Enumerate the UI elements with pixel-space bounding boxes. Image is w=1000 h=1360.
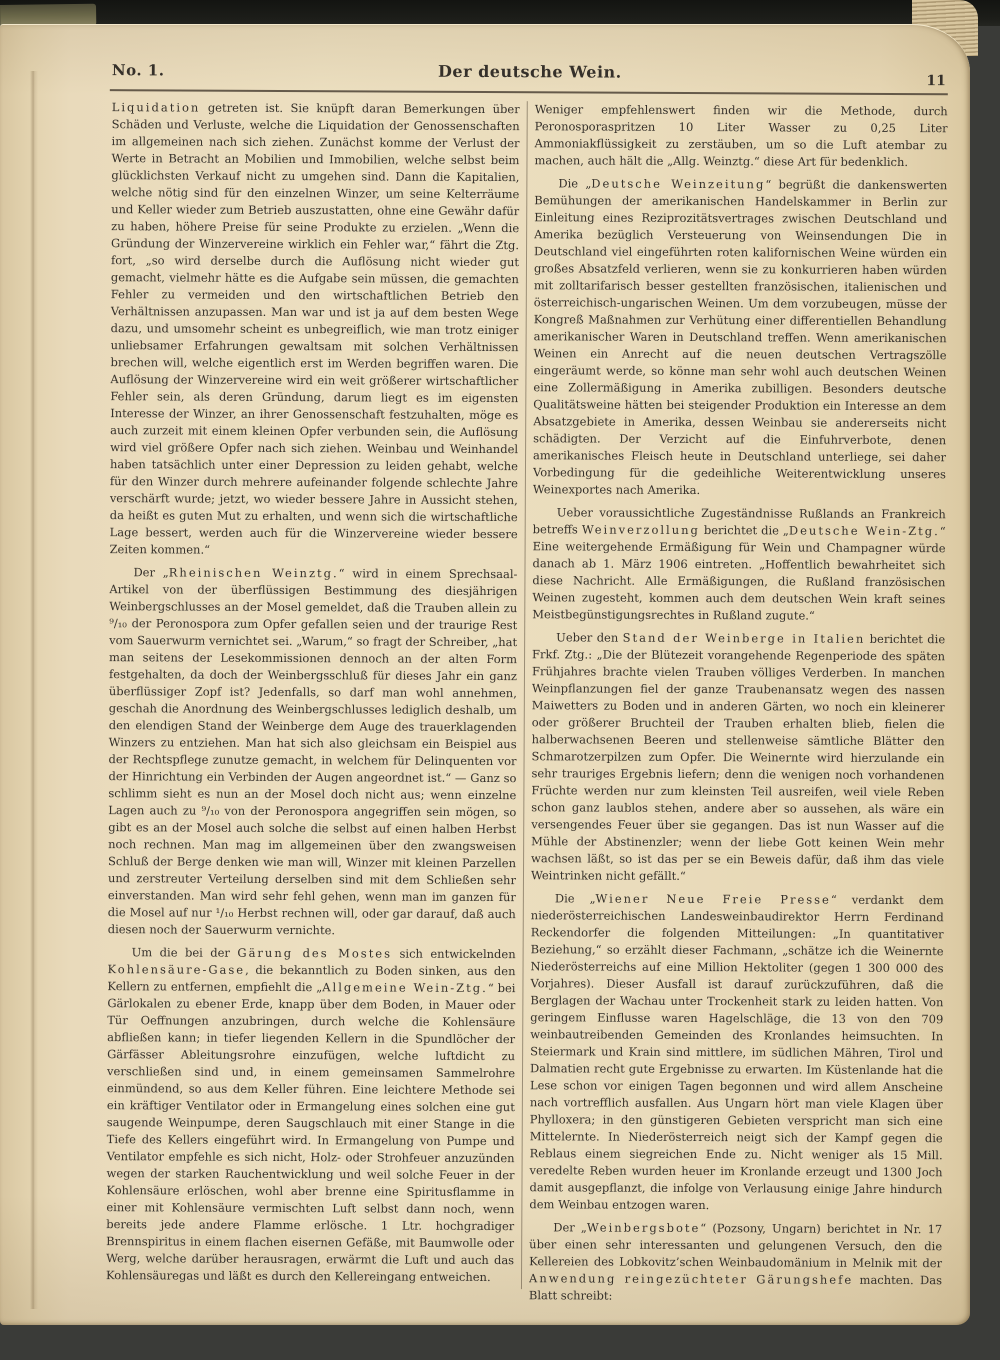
text-run: Der „ — [133, 565, 169, 580]
journal-title: Der deutsche Wein. — [438, 61, 622, 82]
header-rule — [110, 89, 948, 95]
column-divider — [521, 101, 528, 1289]
text-run: Der „ — [553, 1220, 587, 1235]
emphasized-text-run: Weinverzollung — [581, 522, 700, 538]
emphasized-text-run: Kohlensäure-Gase — [107, 962, 246, 977]
paragraph — [529, 1219, 942, 1306]
page-content — [0, 25, 970, 1330]
text-run: sich entwickelnden — [392, 946, 516, 962]
emphasized-text-run: Weinbergsbote — [586, 1220, 701, 1236]
paragraph — [106, 944, 516, 1286]
page — [0, 24, 970, 1325]
text-run: Ueber voraussichtliche Zugeständnisse Rußlands an Frankreich betreffs — [532, 505, 946, 537]
left-column — [106, 99, 520, 1311]
text-run: Ueber den — [556, 630, 623, 645]
text-run: “ begrüßt die dankenswerten Bemühungen der amerikanischen Handelskammer in Berlin zur Einleitung eines Reziprozitätsvertrages zwischen Deutschland und Amerika bezüglich Versteuerung von Weinsendungen Die in Deutschland viel eingeführten roten kalifornischen Weine würden ein großes Absatzfeld verlieren, wenn sie zu konkurrieren haben würden mit zolltarifarisch besser gestellten französischen, italienischen und österreichisch-ungarischen Weinen. Um dem vorzubeugen, müsse der Kongreß Maßnahmen zur Verhütung einer differentiellen Behandlung amerikanischer Waren in Deutschland treffen. Wenn amerikanischen Weinen ein Anrecht auf die neuen deutschen Vertragszölle eingeräumt werde, so könne man sehr wohl auch deutschen Weinen eine Zollermäßigung in Amerika zubilligen. Besonders deutsche Qualitätsweine hätten bei steigender Produktion ein Interesse an dem Absatzgebiete in Amerika, dessen Weinbau sie andererseits nicht schädigten. Der Verzicht auf die Einfuhrverbote, denen amerikanisches Fleisch heute in Deutschland unterliege, sei daher Vorbedingung für die gedeihliche Weiterentwicklung unseres Weinexportes nach Amerika. — [532, 177, 948, 498]
text-run: “ Eine weitergehende Ermäßigung für Wein und Champagner würde danach ab 1. März 1906 eintreten. „Hoffentlich bewahrheitet sich diese Nachricht. Alle Ermäßigungen, die Rußland französischen Weinen zugesteht, kommen auch dem deutschen Wein kraft seines Meistbegünstigungsrechtes in Rußland zugute.“ — [532, 524, 946, 623]
emphasized-text-run: Anwendung reingezüchteter Gärungshefe — [528, 1271, 854, 1287]
emphasized-text-run: Liquidation — [111, 100, 201, 115]
right-column — [529, 101, 948, 1315]
text-run: “ wird in einem Sprechsaal-Artikel von der überflüssigen Bestimmung des diesjährigen Weinbergschlusses an der Mosel gemeldet, daß die Trauben allein zu ⁹/₁₀ der Peronospora zum Opfer gefallen seien und der traurige Rest vom Sauerwurm vernichtet sei. „Warum,“ so fragt der Schreiber, „hat man seitens der Lesekommissionen dennoch an der alten Form festgehalten, da doch der Weinbergsschluß für dieses Jahr ein ganz überflüssiger Zopf ist? Jedenfalls, so darf man wohl annehmen, geschah die Anordnung des Weinbergschlusses lediglich deshalb, um den elendigen Stand der Weinberge dem Auge des trauerklagenden Winzers zu entziehen. Man hat sich also gleichsam ein Beispiel aus der Rechtspflege zunutze gemacht, in welchem für Delinquenten vor der Hinrichtung ein Verbinden der Augen angeordnet ist.“ — Ganz so schlimm sieht es nun an der Mosel doch nicht aus; wenn einzelne Lagen auch zu ⁹/₁₀ von der Peronospora angegriffen sein mögen, so gibt es an der Mosel auch solche die selbst auf einen halben Herbst noch rechnen. Man mag im allgemeinen über den zwangsweisen Schluß der Berge denken wie man will, Winzer mit kleinen Parzellen und zerstreuter Verteilung derselben sind mit dem Schließen sehr einverstanden. Man wird sehr fehl gehen, wenn man im ganzen für die Mosel auf nur ¹/₁₀ Herbst rechnen will, oder gar darauf, daß auch diesen noch der Sauerwurm vernichte. — [107, 566, 518, 938]
text-run: Weniger empfehlenswert finden wir die Methode, durch Peronosporaspritzen 10 Liter Wasser zu 0,25 Liter Ammoniakflüssigkeit zu zerstäuben, um so die Luft atembar zu machen, auch hält die „Allg. Weinztg.“ diese Art für bedenklich. — [534, 102, 948, 170]
emphasized-text-run: Deutsche Weinzeitung — [591, 176, 766, 192]
paragraph — [108, 564, 518, 940]
text-run: , die bekanntlich zu Boden sinken, aus den Kellern zu entfernen, empfiehlt die „ — [107, 962, 516, 995]
paragraph — [529, 890, 944, 1215]
page-number: 11 — [926, 73, 946, 90]
emphasized-text-run: Rheinischen Weinztg. — [168, 565, 339, 581]
text-run: berichtet die „ — [699, 523, 789, 538]
emphasized-text-run: Gärung des Mostes — [237, 945, 393, 961]
text-run: “ verdankt dem niederösterreichischen Landesweinbaudirektor Herrn Ferdinand Reckendorfer die folgenden Mitteilungen: „In quantitativer Beziehung,“ so erzählt dieser Fachmann, „schätze ich die Weinernte Niederösterreichs auf eine Million Hektoliter (gegen 1 300 000 des Vorjahres). Dieser Ausfall ist darauf zurückzuführen, daß die Berglagen der Wachau unter Trockenheit stark zu leiden hatten. Von geringem Einflusse waren Hagelschläge, die 13 von den 709 weinbautreibenden Gemeinden des Kronlandes heimsuchten. In Steiermark und Krain sind mittlere, im südlichen Mähren, Tirol und Dalmatien recht gute Ergebnisse zu erwarten. Im Küstenlande hat die Lese schon vor einigen Tagen begonnen und wird allem Anscheine nach vortrefflich ausfallen. Aus Ungarn hört man viele Klagen über Phylloxera; in den günstigeren Gebieten verspricht man sich eine Mittelernte. In Niederösterreich neigt sich der Kampf gegen die Reblaus einem siegreichen Ende zu. Nicht weniger als 15 Mill. veredelte Reben wurden heuer im Kronlande erzeugt und 1300 Joch damit ausgepflanzt, die infolge von Verlausung einige Jahre hindurch dem Weinbau entzogen waren. — [529, 892, 944, 1213]
paragraph — [531, 629, 945, 886]
text-run: Um die bei der — [131, 945, 238, 960]
scan-background-top — [0, 0, 1000, 26]
emphasized-text-run: Stand der Weinberge in Italien — [622, 630, 866, 646]
text-run: machten. Das Blatt schreibt: — [528, 1272, 943, 1303]
text-run: Die „ — [558, 176, 592, 191]
emphasized-text-run: Deutsche Wein-Ztg. — [788, 523, 940, 539]
text-run: “ (Pozsony, Ungarn) berichtet in Nr. 17 über einen sehr interessanten und gelungenen Versuch, den die Kellereien des Lobkovitz’schen Weinbaudomänium in Melnik mit der — [529, 1221, 943, 1271]
text-run: Die „ — [554, 891, 596, 906]
emphasized-text-run: Allgemeine Wein-Ztg. — [322, 980, 488, 996]
paragraph — [110, 99, 520, 560]
book-spine-edge — [0, 4, 96, 26]
paragraph — [532, 504, 946, 625]
paragraph — [534, 101, 947, 171]
issue-number: No. 1. — [111, 61, 165, 80]
text-run: getreten ist. Sie knüpft daran Bemerkungen über Schäden und Verluste, welche die Liquidation der Genossenschaften im allgemeinen nach sich ziehen. Zunächst komme der Verlust der Werte in Betracht an Mobilien und Immobilien, welche selbst beim glücklichsten Verkauf nicht zu umgehen sind. Dann die Kapitalien, welche nötig sind für den einzelnen Winzer, um seine Kelterräume und Keller wieder zum Betrieb auszustatten, ohne eine Gewähr dafür zu haben, höhere Preise für seine Produkte zu erzielen. „Wenn die Gründung der Winzervereine wirklich ein Fehler war,“ fährt die Ztg. fort, „so wird derselbe durch die Auflösung nicht wieder gut gemacht, vielmehr hätte es die Aufgabe sein müssen, die gemachten Fehler zu vermeiden und den wirtschaftlichen Betrieb den Verhältnissen anzupassen. Man war und ist ja auf dem besten Wege dazu, und umsomehr scheint es unbegreiflich, wie man trotz einiger unliebsamer Erfahrungen gewaltsam mit solchen Verhältnissen brechen will, welche eigentlich erst im Werden begriffen waren. Die Auflösung der Winzervereine wird ein weit größerer wirtschaftlicher Fehler sein, als deren Gründung, darum liegt es im eigensten Interesse der Winzer, an ihrer Genossenschaft festzuhalten, möge es auch zurzeit mit einem kleinen Opfer verbunden sein, die Auflösung wird viel größere Opfer nach sich ziehen. Weinbau und Weinhandel haben tatsächlich unter einer Depression zu leiden gehabt, welche für den Winzer durch mehrere aufeinander folgende schlechte Jahre verschärft wurde; jetzt, wo wieder bessere Jahre in Aussicht stehen, da heißt es guten Mut zu erhalten, und wenn sich die wirtschaftliche Lage bessert, werden auch für die Winzervereine wieder bessere Zeiten kommen.“ — [109, 100, 520, 557]
text-run: berichtet die Frkf. Ztg.: „Die der Blütezeit vorangehende Regenperiode des späten Frühjahres brachte vielen Trauben völliges Verderben. In manchen Weinpflanzungen fiel der ganze Traubenansatz wegen des nassen Maiwetters zu Boden und in anderen Gärten, wo noch ein kleinerer oder größerer Bruchteil der Trauben erhalten blieb, fielen die halberwachsenen Beeren und stellenweise sämtliche Blätter den Schmarotzerpilzen zum Opfer. Die Weinernte wird hierzulande ein sehr trauriges Ergebnis liefern; denn die wenigen noch vorhandenen Früchte werden nur zum kleinsten Teil ausreifen, weil viele Reben schon ganz laublos stehen, andere aber so aussehen, als wäre ein versengendes Feuer über sie gegangen. Das ist nun Wasser auf die Mühle der Abstinenzler; wenn der liebe Gott keinen Wein mehr wachsen läßt, so ist das per se ein Beweis dafür, daß ihm das viele Weintrinken nicht gefällt.“ — [530, 631, 946, 883]
text-run: “ bei Gärlokalen zu ebener Erde, knapp über dem Boden, in Mauer oder Tür Oeffnungen anzubringen, durch welche die Kohlensäure abfließen kann; in tiefer liegenden Kellern in die Spundlöcher der Gärfässer Ableitungsrohre einzufügen, welche luftdicht zu verschließen sind und, in einem gemeinsamen Sammelrohre einmündend, so aus dem Keller führen. Eine leichtere Methode sei ein kräftiger Ventilator oder in Ermangelung eines solchen eine gut saugende Weinpumpe, deren Saugschlauch mit einer Stange in die Tiefe des Kellers eingeführt wird. In Ermangelung von Pumpe und Ventilator empfehle es sich nicht, Holz- oder Strohfeuer anzuzünden wegen der starken Rauchentwicklung und weil solche Feuer in der Kohlensäure erlöschen, wohl aber brenne eine Spiritusflamme in einer mit Kohlensäure vermischten Luft selbst dann noch, wenn bereits jede andere Flamme erlösche. 1 Ltr. hochgradiger Brennspiritus in einem flachen eisernen Gefäße, mit Baumwolle oder Werg, welche darüber herausragen, erwärmt die Luft und auch das Kohlensäuregas und läßt es durch den Kellereingang entweichen. — [106, 981, 516, 1285]
emphasized-text-run: Wiener Neue Freie Presse — [595, 891, 831, 907]
paragraph — [533, 175, 948, 500]
